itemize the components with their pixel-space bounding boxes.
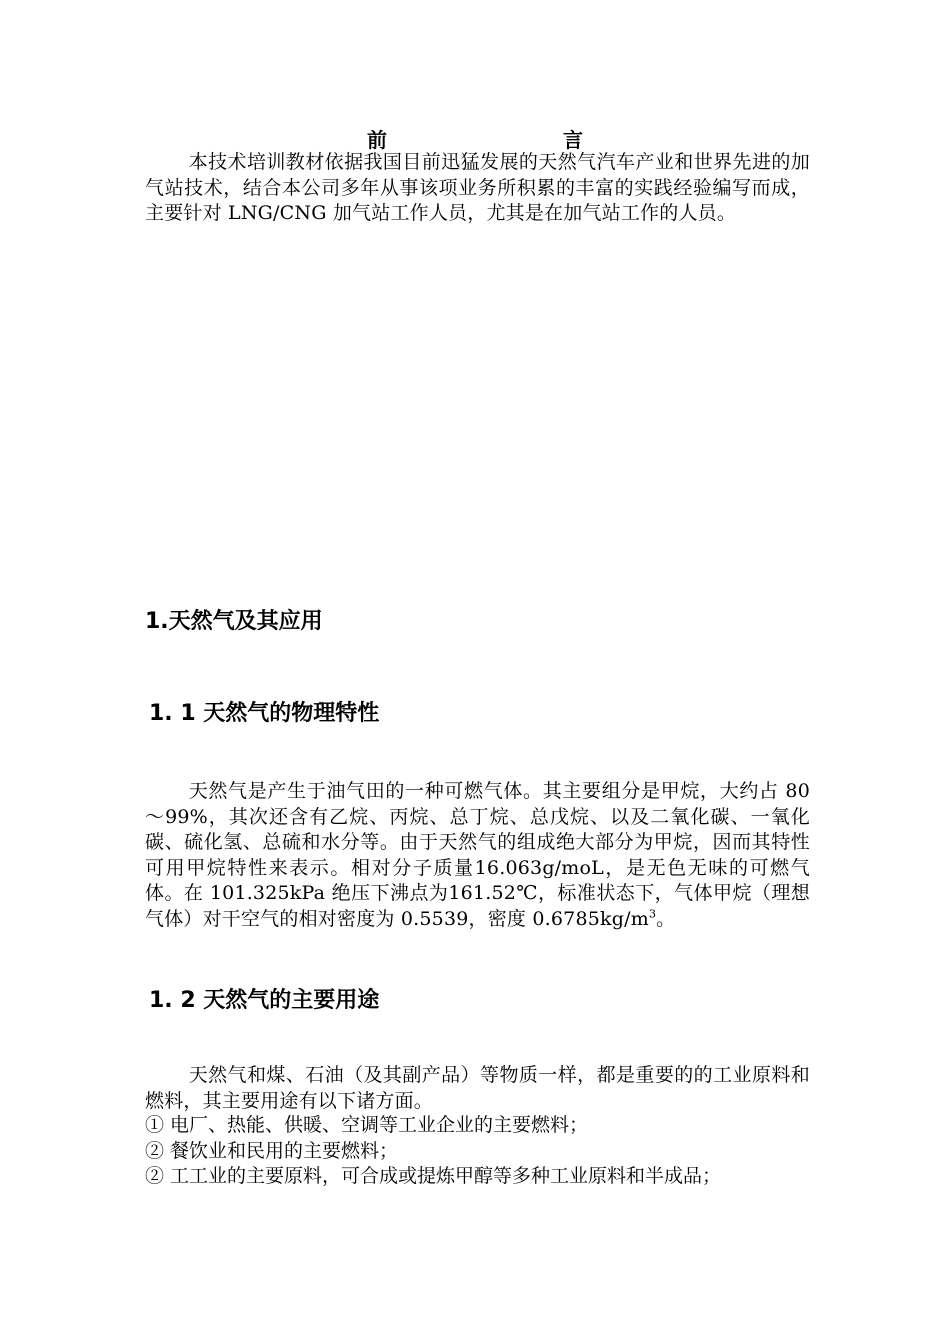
section-1-2-heading: 1. 2 天然气的主要用途 <box>149 988 380 1013</box>
foreword-title <box>145 124 810 150</box>
section-1-1-heading: 1. 1 天然气的物理特性 <box>149 701 380 726</box>
unit-superscript: 3 <box>648 907 657 921</box>
chapter-1-heading: 1.天然气及其应用 <box>145 609 323 634</box>
physical-properties-text: 天然气是产生于油气田的一种可燃气体。其主要组分是甲烷，大约占 80～99%，其次还含有乙烷、丙烷、总丁烷、总戊烷、以及二氧化碳、一氧化碳、硫化氢、总硫和水分等。由于天然气的组成绝大部分为甲烷，因而其特性可用甲烷特性来表示。相对分子质量16.063g/moL，是无色无味的可燃气体。在 101.325kPa 绝压下沸点为161.52℃，标准状态下，气体甲烷（理想气体）对干空气的相对密度为 0.5539，密度 0.6785kg/m <box>145 780 810 930</box>
section-1-1-body <box>145 779 810 932</box>
list-item: ② 工工业的主要原料，可合成或提炼甲醇等多种工业原料和半成品； <box>145 1165 722 1187</box>
list-item: ① 电厂、热能、供暖、空调等工业企业的主要燃料； <box>145 1114 589 1136</box>
paragraph-end-punct: 。 <box>656 907 676 930</box>
foreword-title-char-2: 言 <box>563 128 583 152</box>
list-item: ② 餐饮业和民用的主要燃料； <box>145 1139 399 1162</box>
foreword-section <box>145 150 810 227</box>
physical-properties-paragraph <box>145 779 810 932</box>
main-uses-paragraph: 天然气和煤、石油（及其副产品）等物质一样，都是重要的的工业原料和燃料，其主要用途有以下诸方面。 <box>145 1064 810 1112</box>
uses-list <box>145 1113 835 1190</box>
section-1-2-body <box>145 1063 810 1114</box>
foreword-paragraph: 本技术培训教材依据我国目前迅猛发展的天然气汽车产业和世界先进的加气站技术，结合本公司多年从事该项业务所积累的丰富的实践经验编写而成，主要针对 LNG/CNG 加气站工作人员，尤其是在加气站工作的人员。 <box>145 151 810 224</box>
foreword-title-char-1: 前 <box>367 128 387 152</box>
